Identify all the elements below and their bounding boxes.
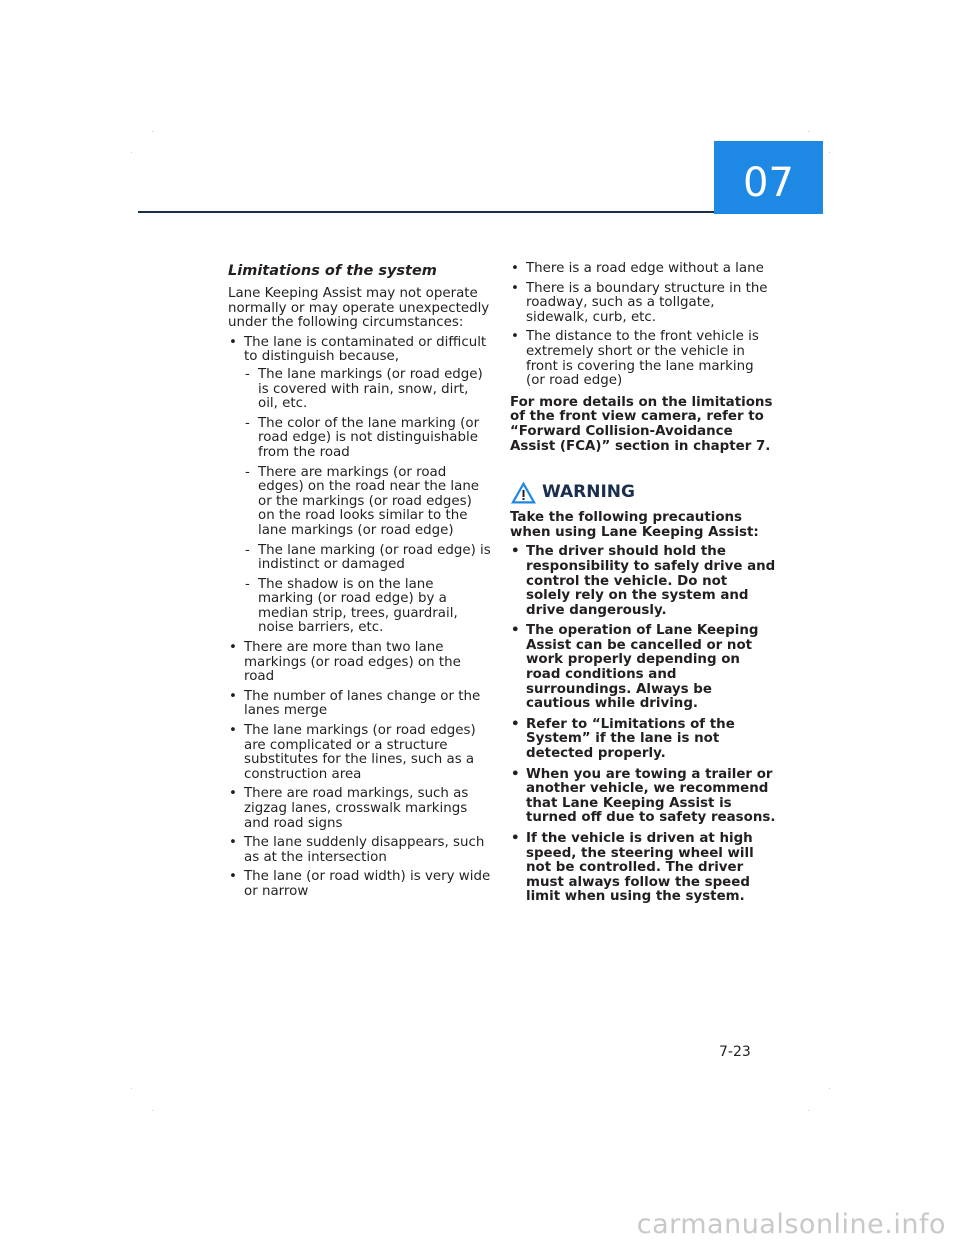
crop-mark — [152, 131, 153, 132]
section-title: Limitations of the system — [228, 263, 437, 279]
list-item-text: The lane is contaminated or difficult to distinguish because, — [244, 334, 487, 365]
list-item: • There is a road edge without a lane — [510, 262, 776, 277]
crop-mark — [131, 152, 132, 153]
warning-item: • The driver should hold the responsibility to safely drive and control the vehicle. Do not solely rely on the system and drive dangerously. — [510, 545, 776, 618]
sub-list-item: - The lane marking (or road edge) is indistinct or damaged — [244, 544, 492, 573]
warning-list — [510, 545, 776, 905]
crop-mark — [152, 1110, 153, 1111]
sub-list — [244, 368, 492, 636]
list-item: • The lane suddenly disappears, such as at the intersection — [228, 836, 492, 865]
site-watermark[interactable]: carmanualsonline.info — [636, 1209, 946, 1240]
warning-item: • Refer to “Limitations of the System” if the lane is not detected properly. — [510, 718, 776, 762]
list-item: • The distance to the front vehicle is extremely short or the vehicle in front is covering the lane marking (or road edge) — [510, 330, 776, 388]
more-details-note: For more details on the limitations of the front view camera, refer to “Forward Collision-Avoidance Assist (FCA)” section in chapter 7. — [510, 394, 773, 454]
warning-body — [510, 511, 776, 905]
crop-mark — [808, 131, 809, 132]
crop-mark — [131, 1088, 132, 1089]
limitations-list-continued — [510, 262, 776, 389]
list-item: • There are road markings, such as zigzag lanes, crosswalk markings and road signs — [228, 787, 492, 831]
warning-triangle-icon — [510, 480, 537, 505]
page-number: 7-23 — [719, 1044, 751, 1060]
list-item — [228, 336, 492, 636]
list-item: • The lane markings (or road edges) are complicated or a structure substitutes for the lines, such as a construction area — [228, 724, 492, 782]
right-column — [510, 262, 776, 911]
warning-item: • If the vehicle is driven at high speed, the steering wheel will not be controlled. The driver must always follow the speed limit when using the system. — [510, 832, 776, 905]
left-column — [228, 262, 492, 905]
warning-title: WARNING — [542, 482, 635, 503]
sub-list-item: - The shadow is on the lane marking (or road edge) by a median strip, trees, guardrail, noise barriers, etc. — [244, 578, 492, 636]
sub-list-item: - The lane markings (or road edge) is covered with rain, snow, dirt, oil, etc. — [244, 368, 492, 412]
list-item: • There is a boundary structure in the roadway, such as a tollgate, sidewalk, curb, etc. — [510, 282, 776, 326]
list-item: • The lane (or road width) is very wide or narrow — [228, 870, 492, 899]
crop-mark — [808, 1110, 809, 1111]
header-rule — [138, 211, 714, 213]
list-item: • The number of lanes change or the lanes merge — [228, 690, 492, 719]
warning-item: • When you are towing a trailer or another vehicle, we recommend that Lane Keeping Assist is turned off due to safety reasons. — [510, 768, 776, 826]
list-item: • There are more than two lane markings (or road edges) on the road — [228, 641, 492, 685]
chapter-tab — [714, 141, 823, 214]
sub-list-item: - The color of the lane marking (or road edge) is not distinguishable from the road — [244, 417, 492, 461]
warning-intro: Take the following precautions when using Lane Keeping Assist: — [510, 510, 759, 540]
intro-paragraph: Lane Keeping Assist may not operate normally or may operate unexpectedly under the following circumstances: — [228, 286, 490, 331]
warning-header — [510, 480, 776, 505]
sub-list-item: - There are markings (or road edges) on the road near the lane or the markings (or road edges) on the road looks similar to the lane markings (or road edge) — [244, 466, 492, 539]
warning-item: • The operation of Lane Keeping Assist can be cancelled or not work properly depending on road conditions and surroundings. Always be cautious while driving. — [510, 624, 776, 712]
crop-mark — [829, 1088, 830, 1089]
limitations-list — [228, 336, 492, 900]
chapter-number: 07 — [743, 159, 794, 206]
crop-mark — [829, 152, 830, 153]
